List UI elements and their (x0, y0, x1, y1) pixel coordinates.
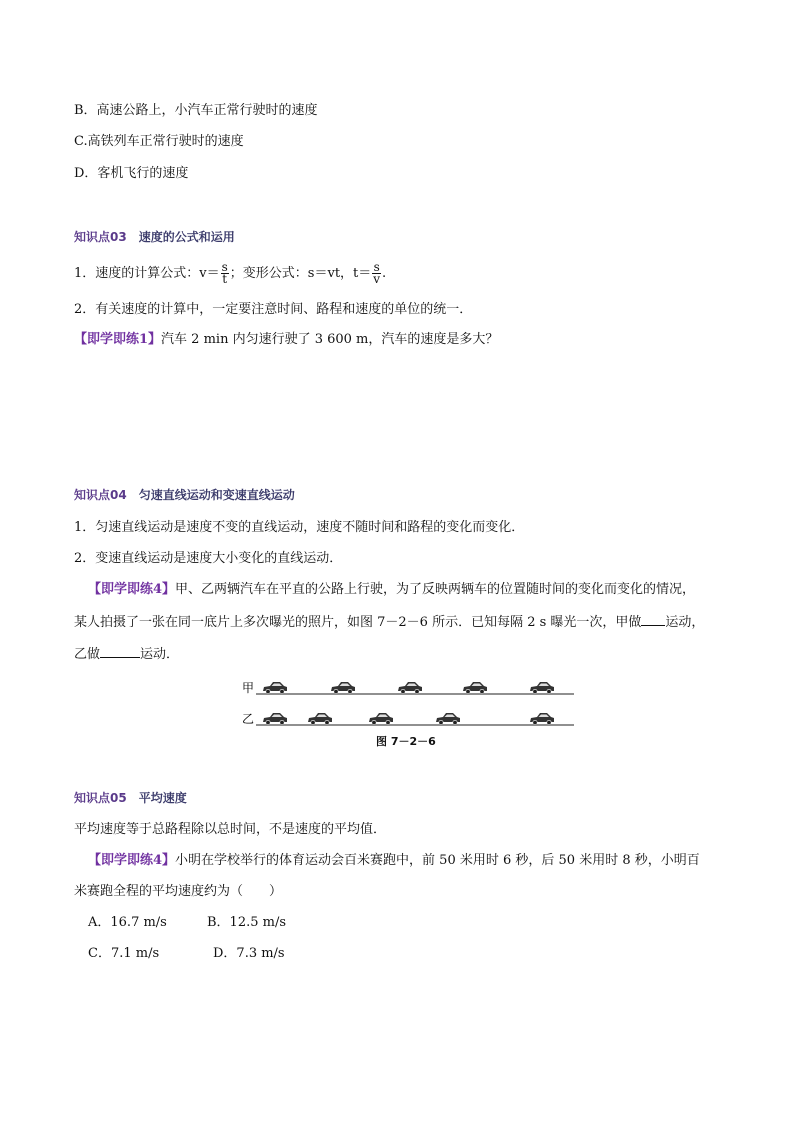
option-c: C.高铁列车正常行驶时的速度 (74, 134, 244, 149)
frac2-numerator: s (373, 260, 380, 274)
kp03-item1 (74, 262, 386, 285)
figure-caption: 图 7－2－6 (376, 735, 436, 748)
exercise-tag: 【即学即练4】 (88, 853, 176, 868)
car-yi-1-icon (263, 713, 287, 725)
kp04-exercise-text1: 甲、乙两辆汽车在平直的公路上行驶，为了反映两辆车的位置随时间的变化而变化的情况， (175, 582, 696, 597)
car-yi-3-icon (369, 713, 393, 725)
kp04-exercise-text3a: 乙做 (74, 647, 101, 662)
answer-blank-jia[interactable] (641, 613, 665, 626)
option-b: B．高速公路上，小汽车正常行驶时的速度 (74, 103, 318, 118)
kp04-exercise-line1 (88, 582, 695, 598)
frac1-numerator: s (221, 260, 228, 274)
choice-a[interactable]: A．16.7 m/s (88, 915, 167, 930)
kp05-title: 平均速度 (138, 791, 187, 805)
kp05-heading (74, 790, 187, 806)
car-jia-4-icon (463, 682, 487, 694)
kp04-exercise-line2 (74, 613, 704, 631)
kp03-item1-mid: ；变形公式：s＝vt，t＝ (229, 266, 372, 281)
car-yi-4-icon (436, 713, 460, 725)
kp04-label: 知识点04 (74, 488, 127, 502)
kp05-exercise-line2: 米赛跑全程的平均速度约为（ ） (74, 884, 283, 899)
choice-c[interactable]: C．7.1 m/s (88, 946, 160, 961)
kp03-exercise (74, 332, 498, 348)
answer-blank-yi[interactable] (100, 645, 140, 658)
kp03-label: 知识点03 (74, 230, 127, 244)
car-jia-5-icon (530, 682, 554, 694)
kp04-item2: 2．变速直线运动是速度大小变化的直线运动． (74, 551, 343, 566)
kp04-item1: 1．匀速直线运动是速度不变的直线运动，速度不随时间和路程的变化而变化． (74, 520, 525, 535)
option-d: D．客机飞行的速度 (74, 166, 189, 181)
car-jia-3-icon (398, 682, 422, 694)
car-yi-2-icon (308, 713, 332, 725)
kp04-exercise-text3b: 运动． (140, 647, 180, 662)
kp04-title: 匀速直线运动和变速直线运动 (138, 488, 295, 502)
kp03-item2: 2．有关速度的计算中，一定要注意时间、路程和速度的单位的统一． (74, 302, 473, 317)
fraction-s-over-t (221, 262, 229, 285)
kp04-exercise-text2b: 运动， (665, 615, 705, 630)
exercise-tag: 【即学即练4】 (88, 582, 176, 597)
kp04-exercise-line3 (74, 645, 179, 663)
choice-d[interactable]: D．7.3 m/s (213, 946, 285, 961)
kp03-title: 速度的公式和运用 (138, 230, 235, 244)
kp03-exercise-text: 汽车 2 min 内匀速行驶了 3 600 m，汽车的速度是多大？ (161, 332, 499, 347)
exercise-tag: 【即学即练1】 (74, 332, 162, 347)
fraction-s-over-v (372, 262, 381, 285)
kp03-heading (74, 229, 235, 245)
car-jia-2-icon (331, 682, 355, 694)
car-jia-1-icon (263, 682, 287, 694)
choice-b[interactable]: B．12.5 m/s (207, 915, 287, 930)
kp03-item1-end: . (382, 266, 387, 281)
kp05-label: 知识点05 (74, 791, 127, 805)
kp05-exercise-text1: 小明在学校举行的体育运动会百米赛跑中，前 50 米用时 6 秒，后 50 米用时 8 秒，小明百 (175, 853, 700, 868)
car-yi-5-icon (530, 713, 554, 725)
row-jia-label: 甲 (242, 681, 255, 695)
frac1-denominator: t (222, 272, 228, 286)
row-yi-label: 乙 (242, 712, 255, 726)
kp04-exercise-text2a: 某人拍摄了一张在同一底片上多次曝光的照片，如图 7－2－6 所示．已知每隔 2 s 曝光一次，甲做 (74, 615, 642, 630)
kp05-exercise-line1 (88, 853, 700, 869)
frac2-denominator: v (373, 272, 381, 286)
kp03-item1-prefix: 1．速度的计算公式：v＝ (74, 266, 220, 281)
kp05-text: 平均速度等于总路程除以总时间，不是速度的平均值． (74, 822, 387, 837)
kp04-heading (74, 487, 295, 503)
